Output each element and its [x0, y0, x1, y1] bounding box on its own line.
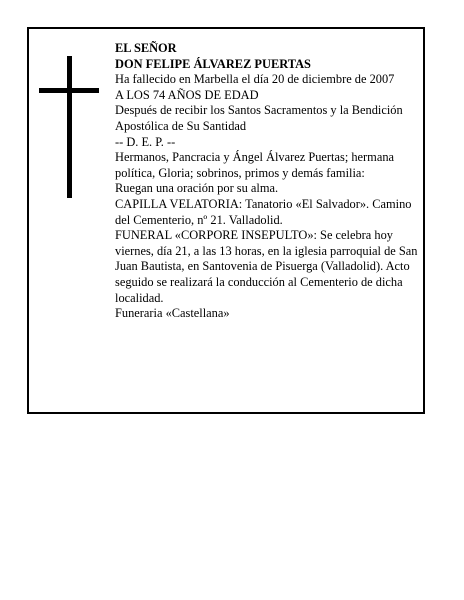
cross-vertical-bar — [67, 56, 72, 198]
funeral-home: Funeraria «Castellana» — [115, 306, 230, 321]
obituary-notice — [27, 27, 425, 414]
notice-title-line1: EL SEÑOR — [115, 41, 177, 55]
age-at-death: A LOS 74 AÑOS DE EDAD — [115, 87, 259, 102]
death-info: Ha fallecido en Marbella el día 20 de diciembre de 2007 — [115, 72, 395, 87]
prayer-request: Ruegan una oración por su alma. — [115, 181, 279, 196]
deceased-name: DON FELIPE ÁLVAREZ PUERTAS — [115, 56, 311, 71]
chapel-info: CAPILLA VELATORIA: Tanatorio «El Salvador». Camino del Cementerio, nº 21. Valladolid. — [115, 196, 412, 227]
sacraments-text: Después de recibir los Santos Sacramentos y la Bendición Apostólica de Su Santidad — [115, 103, 403, 133]
notice-text — [115, 41, 425, 322]
rip-line: -- D. E. P. -- — [115, 134, 176, 149]
funeral-info: FUNERAL «CORPORE INSEPULTO»: Se celebra hoy viernes, día 21, a las 13 horas, en la iglesia parroquial de San Juan Bautista, en Santovenia de Pisuerga (Valladolid). Acto seguido se realizará la conducción al Cementerio de dicha localidad. — [115, 228, 418, 305]
family-list: Hermanos, Pancracia y Ángel Álvarez Puertas; hermana política, Gloria; sobrinos, primos y demás familia: — [115, 150, 395, 180]
latin-cross-icon — [39, 56, 99, 198]
cross-horizontal-bar — [39, 88, 99, 93]
